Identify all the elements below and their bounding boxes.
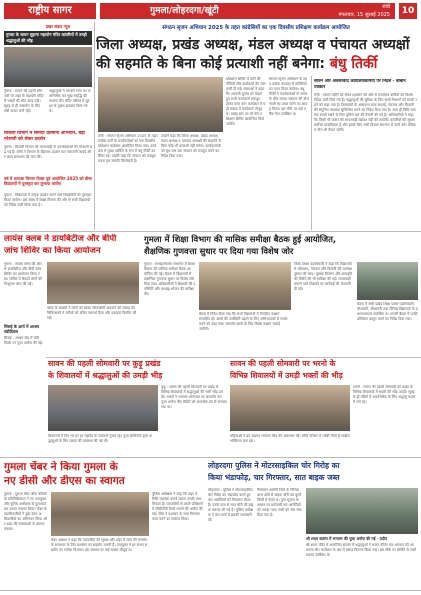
chamber-body-1: गुमला : गुमला चेंबर ऑफ कॉमर्स के प्रतिनिधिमंडल ने नए उपायुक्त और पुलिस अधीक्षक से मुलाकात कर उनका स्वागत किया। चेंबर के पदाधिकारियों ने बुके देकर अधिकारियों का अभिनंदन किया और शहर की समस्याओं से अवगत कराया। — [4, 492, 47, 531]
left-story-3-title: वर्ष में प्रत्याशा विभाग दिवस पूर्व आयोजित 2025 को ग्रीष्म विद्यालयों में पुरस्कृत कर लुभाया जायेगा — [4, 176, 92, 187]
edu-body-2: बैठक में निर्देश दिया गया कि सभी विद्यालयों में नियमित कक्षाएं संचालित हों। छात्रों की उपस्थिति बढ़ाने के लिए अभिभावकों से संपर्क करने को कहा गया। कमजोर छात्रों के लिए विशेष कक्षाएं चलाई जायेंगी। — [199, 312, 288, 331]
bharno-temple-photo — [230, 385, 350, 431]
left-story-4-title: सिसई के आर्य में आश्रय चंडीदिवस — [4, 324, 40, 334]
police-photo — [306, 488, 418, 534]
edu-body-1: गुमला : समाहरणालय सभागार में शिक्षा विभाग की मासिक समीक्षा बैठक आयोजित की गई। बैठक में विद्यालयों में शैक्षणिक गुणवत्ता सुधार पर विशेष जोर दिया गया। अधिकारियों ने शिक्षकों की उपस्थिति और मध्याह्न भोजन की समीक्षा की। — [144, 262, 196, 296]
section-divider — [0, 231, 421, 232]
top-banner: संगठन सृजन अभियान 2025 के तहत कांग्रेसियों का एक दिवसीय प्रशिक्षण कार्यक्रम आयोजित — [162, 25, 350, 31]
police-body-3: श्री श्याम मंदिर में आयोजित सत्संग में श्रद्धालुओं ने भजन कीर्तन कर भगवान की आराधना की। कार्यक्रम के अंत में प्रसाद वितरण किया गया। इस मौके पर समिति के सभी सदस्य उपस्थित थे। — [306, 543, 417, 557]
section-divider — [0, 457, 421, 458]
sawan2-headline-1: सावन की पहली सोमवारी पर भरनो के — [230, 359, 336, 368]
section-divider — [46, 357, 421, 358]
police-photo-caption: श्री श्याम सत्संग में भगवान की पूजा अर्चना की गई - प्रदीप — [306, 536, 387, 541]
newspaper-logo: राष्ट्रीय सागर — [4, 3, 96, 19]
sawan2-body-2: महिलाओं ने व्रत रखकर भगवान शिव की आराधना की। मंदिर परिसर में भक्ति गीतों से माहौल भक्तिमय बना रहा। — [230, 434, 350, 443]
left-story-4-body: सिसई : आश्रय केंद्र में चंडी दिवस पर पूजा अर्चना की गई। — [4, 336, 43, 345]
edu-photo — [199, 262, 291, 310]
lions-body-1: गुमला : लायंस क्लब की ओर से डायबिटीज और बीपी जांच शिविर का आयोजन किया गया। शिविर में सैकड़ों लोगों की निःशुल्क जांच की गई। — [4, 262, 43, 286]
police-headline-2: किया भंडाफोड़, चार गिरफ्तार, सात बाइक जब्त — [208, 473, 340, 482]
lead-body-1: रांची : संगठन सृजन अभियान 2025 के तहत कांग्रेस पार्टी के कार्यकर्ताओं का एक दिवसीय प्रशिक्षण कार्यक्रम आयोजित किया गया। कार्यक्रम में मुख्य अतिथि के रूप में बंधु तिर्की उपस्थित रहे। उन्होंने कहा कि संगठन को मजबूत करना हम सबकी जिम्मेदारी है। — [98, 134, 158, 163]
edu-headline-1: गुमला में शिक्षा विभाग की मासिक समीक्षा बैठक हुई आयोजित, — [144, 234, 337, 244]
left-story-body-2: श्रद्धालुओं ने भगवान शिव का जलाभिषेक कर सुख समृद्धि की कामना की। मंदिर परिसर में सुरक्षा के पुख्ता इंतजाम किये गये थे। — [49, 89, 91, 113]
left-story-2-body: गुमला : बिजली विभाग की लापरवाही से उपभोक्ताओं की परेशानी बढ़ गई है। लोगों ने विभाग के खिलाफ प्रदर्शन कर नाराजगी जताई और जल्द समाधान की मांग की। — [4, 145, 92, 159]
sawan1-headline-2: के शिवालयों में श्रद्धालुओं की उमड़ी भीड़ — [48, 371, 163, 380]
edu-photo-2 — [357, 262, 418, 300]
lead-headline-speaker: बंधु तिर्की — [329, 56, 378, 72]
lead-body-3: प्रशिक्षण शिविर में पार्टी की नीतियों और कार्यक्रमों की जानकारी दी गई। वक्ताओं ने कहा कि आगामी चुनाव को देखते हुए सभी कार्यकर्ता एकजुट होकर काम करें। कार्यक्रम में बड़ी संख्या में कार्यकर्ता मौजूद थे। प्रखंड स्तर पर भी ऐसे प्रशिक्षण शिविर आयोजित किये जायेंगे। — [226, 77, 266, 126]
footer-rule — [0, 590, 421, 591]
footer-strip — [0, 586, 421, 595]
chamber-body-2: चेंबर अध्यक्ष ने कहा कि व्यापारियों की सुरक्षा और शहर में जाम की समस्या के समाधान के लिए प्रशासन का सहयोग जरूरी है। उपायुक्त ने हर संभव सहयोग का भरोसा दिलाया। इस अवसर पर कई सदस्य मौजूद थे। — [51, 538, 148, 552]
left-column-label: प्रखर संवाद न्यूज — [45, 24, 71, 29]
column-rule — [311, 76, 312, 230]
left-story-3-body: गुमला : विद्यालयों में उत्कृष्ट प्रदर्शन करने वाले विद्यार्थियों को पुरस्कृत किया जायेगा। इस संबंध में शिक्षा विभाग की ओर से सभी विद्यालयों को निर्देश जारी किया गया है। — [4, 193, 92, 207]
edu-body-3: जिला शिक्षा पदाधिकारी ने कहा कि विद्यालयों में शौचालय, पेयजल और बिजली की व्यवस्था दुरुस्त की जाए। पुस्तक वितरण और छात्रवृत्ति की स्थिति की भी समीक्षा की गई। लापरवाही बरतने वाले शिक्षकों पर कार्रवाई की चेतावनी दी गई। — [294, 262, 353, 291]
edu-body-4: बैठक में सभी प्रखंड शिक्षा प्रसार पदाधिकारी, बीआरपी, सीआरपी तथा विभिन्न विद्यालयों के प्रधानाध्यापक उपस्थित थे। अगली बैठक में प्रगति प्रतिवेदन प्रस्तुत करने का निर्देश दिया गया। — [357, 302, 418, 321]
chamber-headline-2: नए डीसी और डीएस का स्वागत — [4, 475, 125, 487]
lions-photo — [47, 262, 139, 304]
police-body-2: गिरफ्तार आरोपी जिले के विभिन्न थाना क्षेत्रों से बाइक चोरी कर दूसरे जिलों में बेचते थे। गुप्त सूचना के आधार पर छापेमारी कर आरोपियों को पकड़ा गया। सभी को जेल भेज दिया गया है। — [257, 488, 302, 517]
lions-headline-2: जांच शिविर का किया आयोजन — [4, 246, 101, 256]
lead-headline-2 — [96, 55, 418, 73]
edu-headline-2: शैक्षणिक गुणवत्ता सुधार पर दिया गया विशेष जोर — [144, 246, 294, 256]
city-label: रांची — [382, 4, 390, 10]
column-rule — [94, 22, 95, 230]
police-body-1: लोहरदगा : पुलिस ने मोटरसाइकिल चोर गिरोह का भंडाफोड़ करते हुए चार आरोपियों को गिरफ्तार किया है। उनके पास से सात चोरी की बाइक बरामद की गई है। पुलिस अधीक्षक ने प्रेस वार्ता में इसकी जानकारी दी। — [208, 488, 254, 522]
lions-headline-1: लायंस क्लब ने डायबिटीज और बीपी — [4, 234, 117, 244]
sawan1-headline-1: सावन की पहली सोमवारी पर कुड़ू प्रखंड — [48, 359, 161, 368]
right-top-title: सावन और अवसरवाद कार्यालयकर्मियों पर निर्देश - बाबान पत्रकार — [314, 79, 406, 90]
page-number: 10 — [399, 3, 417, 19]
date-info — [318, 3, 390, 19]
lead-body-2: उन्होंने कहा कि जिला अध्यक्ष, प्रखंड अध्यक्ष, मंडल अध्यक्ष व पंचायत अध्यक्षों की सहमति के बिना कोई भी प्रत्याशी नहीं बनेगा। कार्यकर्ताओं को बूथ स्तर तक संगठन को मजबूत करने का निर्देश दिया गया। — [161, 134, 222, 158]
chamber-headline-1: गुमला चेंबर ने किया गुमला के — [4, 461, 118, 473]
lions-body-2: क्लब के सदस्यों ने लोगों को स्वस्थ जीवनशैली अपनाने की सलाह दी। चिकित्सकों ने मरीजों को उचित परामर्श दिया और दवाइयां वितरित की गईं। — [47, 306, 137, 320]
chamber-body-3: पुलिस अधीक्षक ने कहा कि शहर में विधि व्यवस्था बनाये रखना उनकी प्राथमिकता है। व्यापारियों से अपने प्रतिष्ठानों में सीसीटीवी कैमरे लगाने की अपील की गई। चेंबर ने प्रशासन के साथ मिलकर काम करने का संकल्प लिया। — [152, 492, 203, 521]
police-headline-1: लोहरदगा पुलिस ने मोटरसाइकिल चोर गिरोह का — [208, 461, 340, 470]
sawan2-headline-2: विभिन्न शिवालयों में उमड़ी भक्तों की भीड़ — [230, 371, 343, 380]
lead-headline-1: जिला अध्यक्ष, प्रखंड अध्यक्ष, मंडल अध्यक्ष व पंचायत अध्यक्षों — [96, 37, 410, 53]
right-top-body: रांची : सावन महीने को लेकर प्रशासन की ओर से कार्यालय कर्मियों को विशेष निर्देश जारी किये गये हैं। श्रद्धालुओं की सुविधा के लिए सभी विभागों को सतर्क रहने को कहा गया है। शिवालयों के आसपास साफ सफाई, पेयजल और बिजली की समुचित व्यवस्था सुनिश्चित करने का निर्देश दिया गया है। साथ ही विधि व्यवस्था बनाये रखने के लिए पुलिस बल की तैनाती की गई है। अधिकारियों ने कहा कि किसी भी प्रकार की लापरवाही बर्दाश्त नहीं की जायेगी। कांवरियों की सुरक्षा सर्वोच्च प्राथमिकता है और इसके लिए सभी विभाग समन्वय से कार्य करें। मेडिकल टीम भी तैनात रहेगी। — [314, 93, 417, 132]
lead-body-4: संगठन सृजन अभियान के तहत प्रत्येक पंचायत में समितियों का गठन किया जायेगा। बंधु तिर्की ने कार्यकर्ताओं से जनता के बीच जाकर सरकार की योजनाओं का प्रचार करने का आग्रह किया। इस मौके पर कई वरिष्ठ नेता उपस्थित थे। — [269, 77, 309, 116]
sawan1-body-1: कुड़ू : सावन की पहली सोमवारी पर प्रखंड के विभिन्न शिवालयों में श्रद्धालुओं की भारी भीड़ उमड़ी। भक्तों ने भगवान भोलेनाथ पर जलार्पण कर पूजा अर्चना की। मंदिरों को आकर्षक ढंग से सजाया गया था। — [161, 385, 227, 409]
left-story-2-title: बिजली विभाग में समाया वर्तमानी अभियान, बढ़ी परेशानी को लेकर प्रदर्शन — [4, 131, 85, 142]
left-story-photo — [4, 47, 92, 87]
masthead — [0, 0, 421, 22]
training-photo — [98, 77, 223, 132]
sawan2-body-1: भरनो : सावन की पहली सोमवारी को प्रखंड के विभिन्न शिवालयों में भक्तों की भीड़ उमड़ी। सुबह से ही मंदिरों में जलाभिषेक के लिए श्रद्धालु कतार में लगे रहे। — [353, 385, 416, 404]
date-label: मंगलवार, 15 जुलाई 2025 — [338, 12, 390, 18]
sawan1-body-2: शिवालयों में दिन भर हर हर महादेव के जयकारे गूंजते रहे। पूजा समितियों द्वारा श्रद्धालुओं के लिए प्रसाद की व्यवस्था की गई थी। — [48, 434, 152, 443]
lead-headline-2-text: की सहमति के बिना कोई प्रत्याशी नहीं बनेगा: — [96, 56, 330, 72]
left-story-header — [4, 31, 92, 45]
left-story-body-1: गुमला : सावन की पहली सोमवारी पर शहर के महायोग मंदिर में भक्तों की भीड़ उमड़ पड़ी। सुबह से ही जलार्पण के लिए लंबी कतार लगी रही। — [4, 89, 44, 113]
section-title: गुमला/लोहरदगा/खूंटी — [150, 6, 219, 16]
left-story-1-title: गुमला के सावन सुहाना महायोग मंदिर कांवरियों में उमड़ी श्रद्धालुओं की भीड़ — [6, 32, 87, 43]
kuru-temple-photo — [48, 385, 158, 431]
chamber-photo — [51, 492, 149, 536]
